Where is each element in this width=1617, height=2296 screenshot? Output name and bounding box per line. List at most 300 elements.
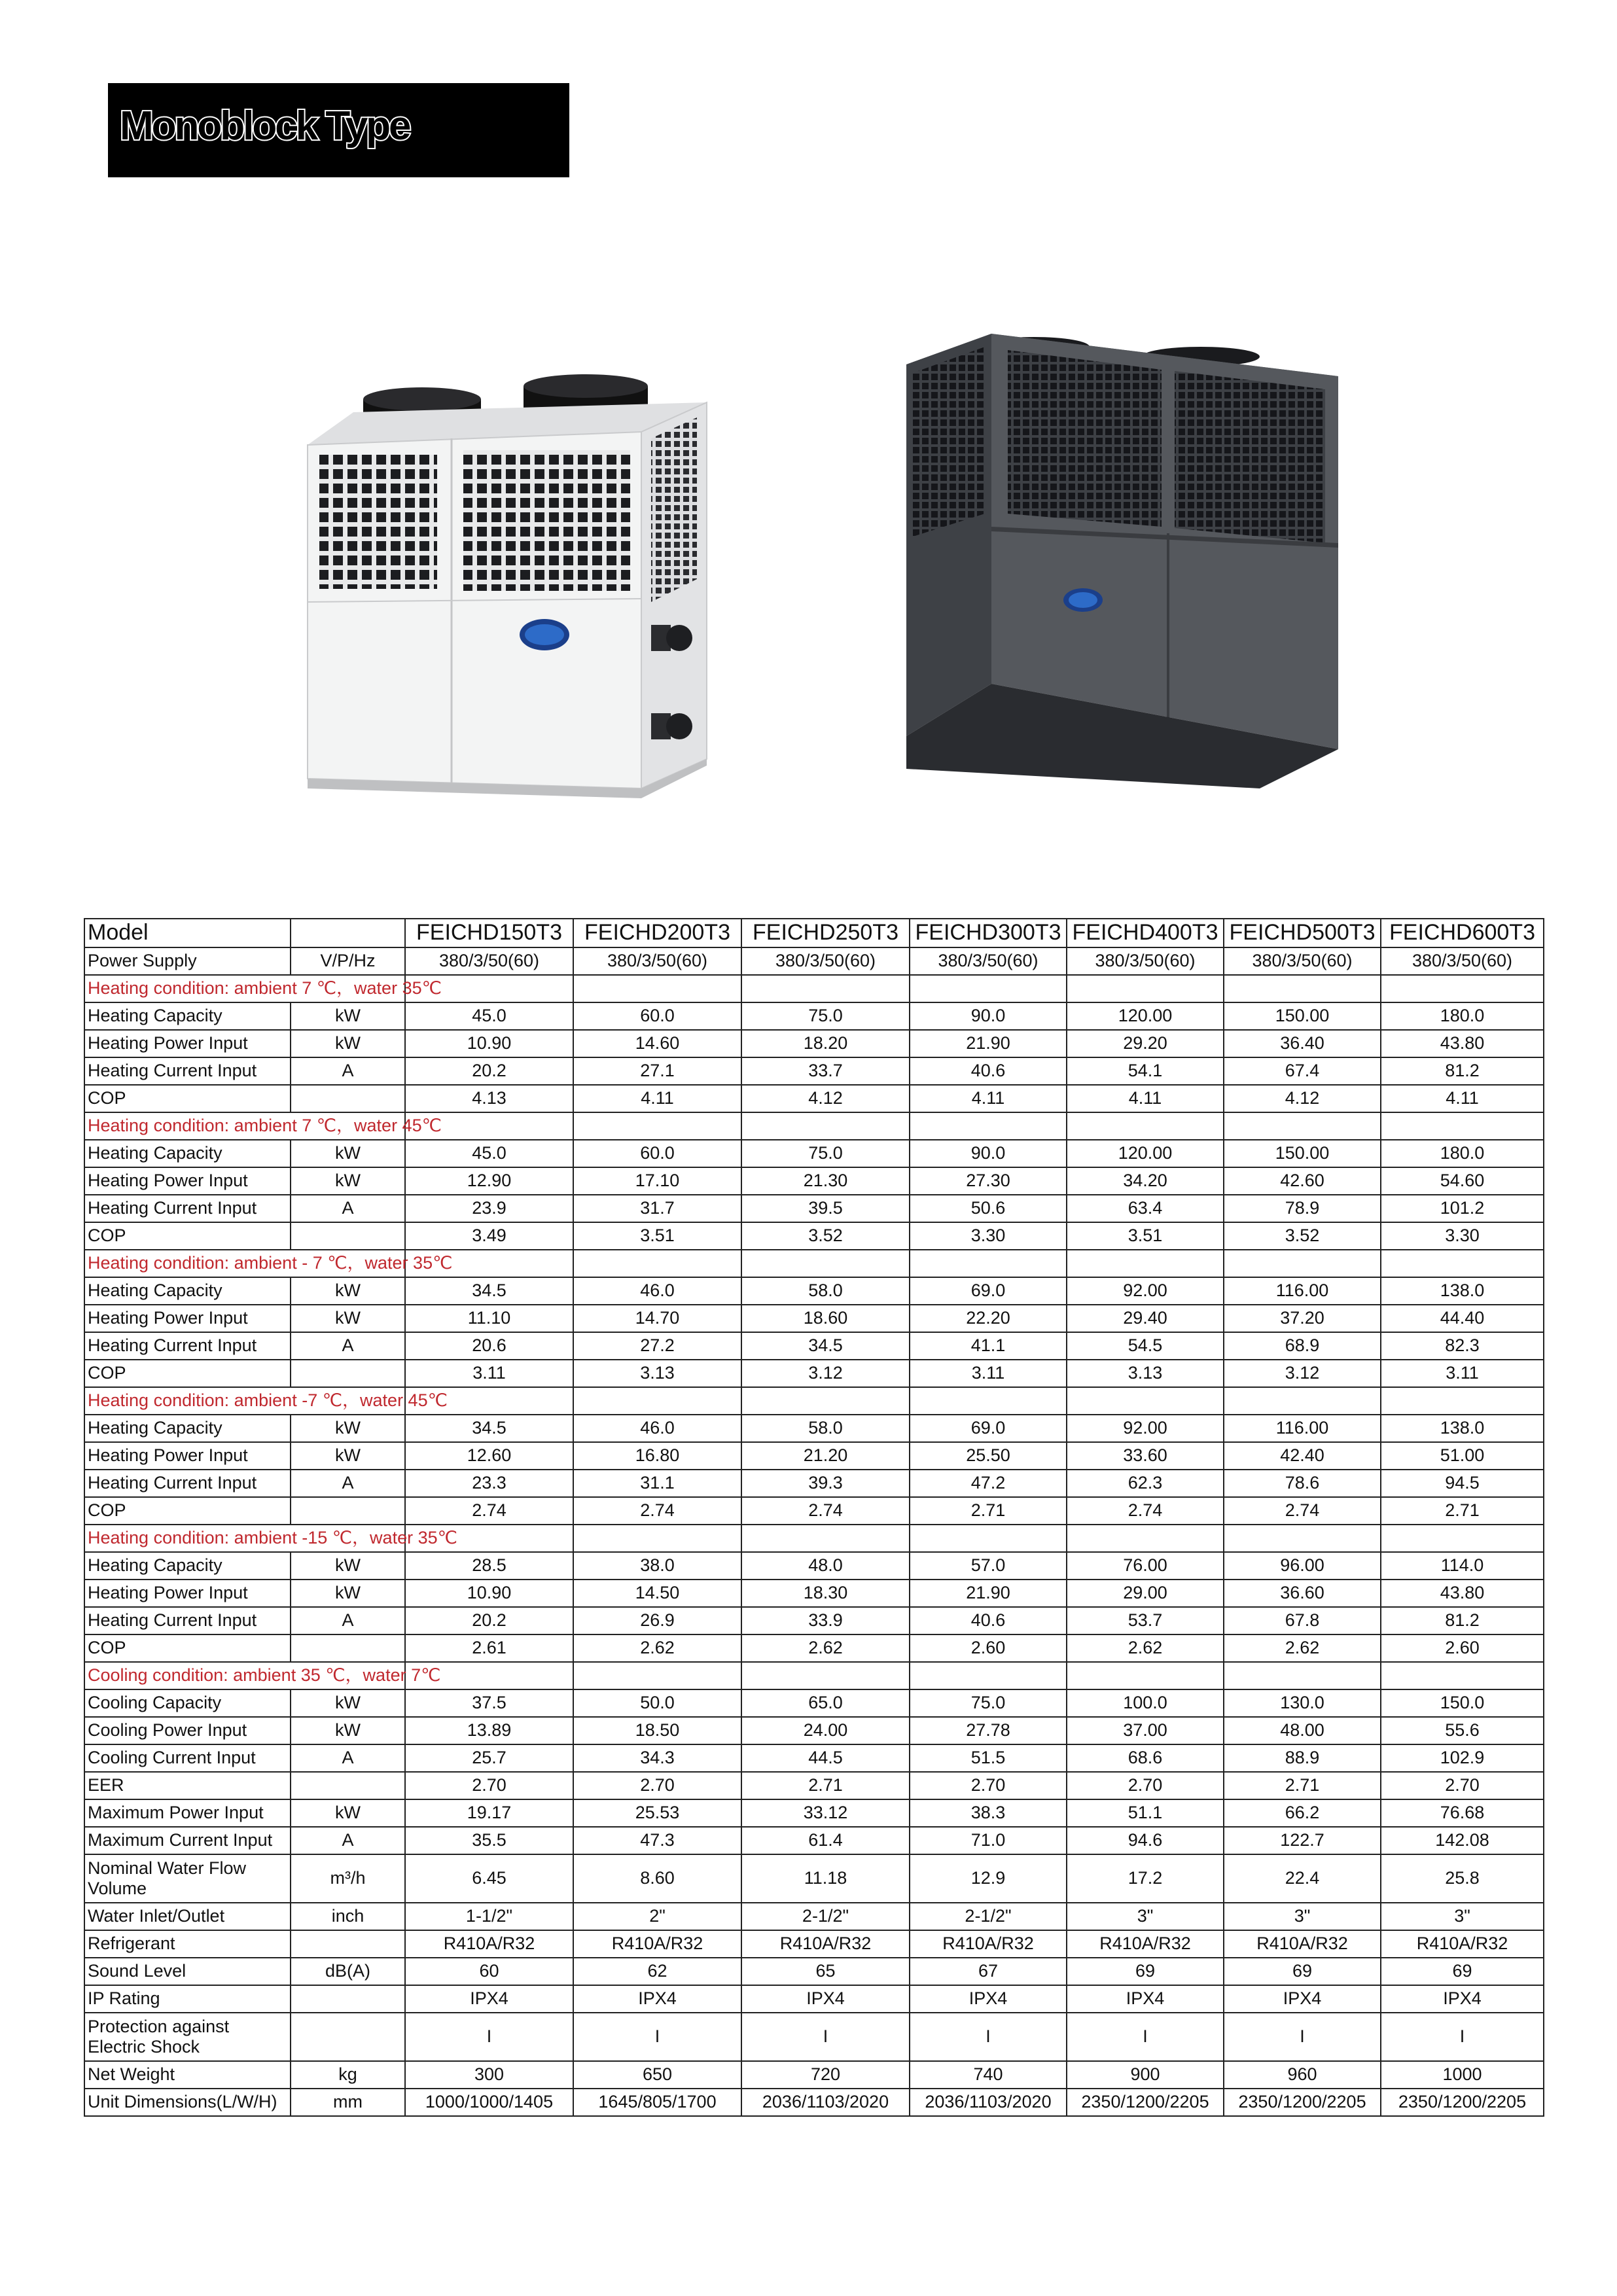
spec-value: 58.0	[741, 1277, 910, 1305]
spec-value: R410A/R32	[741, 1930, 910, 1958]
spec-label: COP	[84, 1222, 291, 1250]
condition-row	[84, 975, 1544, 1002]
spec-value: 3.13	[573, 1360, 741, 1387]
spec-row	[84, 1305, 1544, 1332]
spec-value: 57.0	[910, 1552, 1067, 1580]
spec-value: 44.40	[1381, 1305, 1544, 1332]
empty-cell	[741, 1662, 910, 1689]
spec-row	[84, 1277, 1544, 1305]
spec-value: R410A/R32	[1224, 1930, 1381, 1958]
spec-value: 11.10	[405, 1305, 573, 1332]
spec-label: Refrigerant	[84, 1930, 291, 1958]
spec-label: COP	[84, 1634, 291, 1662]
spec-unit	[291, 1360, 405, 1387]
spec-value: 67.8	[1224, 1607, 1381, 1634]
empty-cell	[1067, 1525, 1224, 1552]
spec-value: 2350/1200/2205	[1381, 2089, 1544, 2116]
spec-value: 3.11	[910, 1360, 1067, 1387]
spec-value: 92.00	[1067, 1415, 1224, 1442]
spec-value: IPX4	[1067, 1985, 1224, 2013]
spec-row	[84, 1497, 1544, 1525]
spec-unit	[291, 1930, 405, 1958]
model-name: FEICHD250T3	[741, 919, 910, 947]
spec-row	[84, 1689, 1544, 1717]
spec-value: 61.4	[741, 1827, 910, 1854]
spec-value: 48.00	[1224, 1717, 1381, 1744]
spec-label: IP Rating	[84, 1985, 291, 2013]
spec-row	[84, 2061, 1544, 2089]
spec-label: Maximum Current Input	[84, 1827, 291, 1854]
spec-value: 180.0	[1381, 1140, 1544, 1167]
spec-row	[84, 1903, 1544, 1930]
spec-value: 2.71	[910, 1497, 1067, 1525]
empty-cell	[741, 1112, 910, 1140]
spec-row	[84, 1552, 1544, 1580]
spec-value: 33.7	[741, 1057, 910, 1085]
spec-value: 27.78	[910, 1717, 1067, 1744]
spec-unit: inch	[291, 1903, 405, 1930]
spec-value: 2.74	[573, 1497, 741, 1525]
condition-row	[84, 1662, 1544, 1689]
spec-value: 380/3/50(60)	[910, 947, 1067, 975]
spec-value: 50.6	[910, 1195, 1067, 1222]
spec-label: Power Supply	[84, 947, 291, 975]
spec-value: 22.4	[1224, 1854, 1381, 1903]
spec-value: 114.0	[1381, 1552, 1544, 1580]
spec-value: 11.18	[741, 1854, 910, 1903]
spec-unit: A	[291, 1332, 405, 1360]
spec-value: 88.9	[1224, 1744, 1381, 1772]
empty-cell	[1381, 1387, 1544, 1415]
spec-value: 43.80	[1381, 1580, 1544, 1607]
spec-value: 120.00	[1067, 1002, 1224, 1030]
spec-value: 3.30	[910, 1222, 1067, 1250]
spec-value: 90.0	[910, 1002, 1067, 1030]
condition-label: Cooling condition: ambient 35 ℃，water 7℃	[84, 1662, 405, 1689]
condition-label: Heating condition: ambient 7 ℃，water 35℃	[84, 975, 405, 1002]
spec-value: 76.00	[1067, 1552, 1224, 1580]
spec-unit: kW	[291, 1799, 405, 1827]
spec-unit	[291, 1085, 405, 1112]
empty-cell	[1067, 1387, 1224, 1415]
spec-label: Net Weight	[84, 2061, 291, 2089]
spec-unit: A	[291, 1470, 405, 1497]
spec-value: 51.1	[1067, 1799, 1224, 1827]
spec-label: EER	[84, 1772, 291, 1799]
empty-cell	[1224, 1112, 1381, 1140]
spec-value: 39.5	[741, 1195, 910, 1222]
spec-value: 63.4	[1067, 1195, 1224, 1222]
spec-row	[84, 1085, 1544, 1112]
spec-value: 37.20	[1224, 1305, 1381, 1332]
spec-value: 10.90	[405, 1580, 573, 1607]
spec-value: 96.00	[1224, 1552, 1381, 1580]
spec-value: 22.20	[910, 1305, 1067, 1332]
spec-value: 4.11	[573, 1085, 741, 1112]
spec-value: 380/3/50(60)	[741, 947, 910, 975]
spec-value: 2036/1103/2020	[910, 2089, 1067, 2116]
empty-cell	[910, 975, 1067, 1002]
spec-unit: kW	[291, 1030, 405, 1057]
spec-value: 138.0	[1381, 1277, 1544, 1305]
spec-value: 2036/1103/2020	[741, 2089, 910, 2116]
spec-value: 36.60	[1224, 1580, 1381, 1607]
spec-value: R410A/R32	[405, 1930, 573, 1958]
spec-value: IPX4	[1381, 1985, 1544, 2013]
spec-value: 60.0	[573, 1140, 741, 1167]
spec-value: 36.40	[1224, 1030, 1381, 1057]
spec-value: 78.9	[1224, 1195, 1381, 1222]
spec-label: Heating Current Input	[84, 1607, 291, 1634]
spec-value: 33.60	[1067, 1442, 1224, 1470]
spec-value: 21.30	[741, 1167, 910, 1195]
spec-value: 3.51	[573, 1222, 741, 1250]
spec-value: 14.70	[573, 1305, 741, 1332]
spec-value: 18.50	[573, 1717, 741, 1744]
spec-row	[84, 1958, 1544, 1985]
spec-value: 75.0	[741, 1002, 910, 1030]
spec-value: 26.9	[573, 1607, 741, 1634]
empty-cell	[573, 1662, 741, 1689]
spec-value: 62	[573, 1958, 741, 1985]
spec-label: Cooling Power Input	[84, 1717, 291, 1744]
spec-value: 92.00	[1067, 1277, 1224, 1305]
spec-unit: kW	[291, 1140, 405, 1167]
spec-value: IPX4	[405, 1985, 573, 2013]
spec-value: 2.71	[741, 1772, 910, 1799]
spec-value: IPX4	[910, 1985, 1067, 2013]
empty-cell	[741, 1387, 910, 1415]
spec-value: 4.12	[741, 1085, 910, 1112]
model-name: FEICHD600T3	[1381, 919, 1544, 947]
spec-value: 116.00	[1224, 1277, 1381, 1305]
spec-unit	[291, 1634, 405, 1662]
spec-unit	[291, 1772, 405, 1799]
spec-value: 45.0	[405, 1140, 573, 1167]
spec-row	[84, 1854, 1544, 1903]
spec-unit: A	[291, 1827, 405, 1854]
empty-cell	[910, 1112, 1067, 1140]
spec-value: 50.0	[573, 1689, 741, 1717]
spec-value: 3.11	[1381, 1360, 1544, 1387]
dark-heat-pump-image	[893, 317, 1351, 788]
spec-value: 102.9	[1381, 1744, 1544, 1772]
page-title: Monoblock Type	[120, 103, 410, 149]
spec-value: 12.9	[910, 1854, 1067, 1903]
condition-row	[84, 1525, 1544, 1552]
spec-unit: A	[291, 1744, 405, 1772]
spec-label: Maximum Power Input	[84, 1799, 291, 1827]
spec-value: 2.62	[1224, 1634, 1381, 1662]
spec-value: 46.0	[573, 1415, 741, 1442]
spec-value: 3.52	[741, 1222, 910, 1250]
spec-value: 90.0	[910, 1140, 1067, 1167]
spec-value: 34.5	[405, 1277, 573, 1305]
spec-value: 25.8	[1381, 1854, 1544, 1903]
spec-value: 38.3	[910, 1799, 1067, 1827]
spec-value: 54.60	[1381, 1167, 1544, 1195]
spec-label: Heating Power Input	[84, 1442, 291, 1470]
spec-value: 150.00	[1224, 1140, 1381, 1167]
spec-unit: kW	[291, 1167, 405, 1195]
spec-value: 18.60	[741, 1305, 910, 1332]
spec-value: 18.30	[741, 1580, 910, 1607]
spec-value: 41.1	[910, 1332, 1067, 1360]
empty-cell	[573, 1112, 741, 1140]
spec-value: 25.50	[910, 1442, 1067, 1470]
spec-value: 720	[741, 2061, 910, 2089]
spec-value: 116.00	[1224, 1415, 1381, 1442]
spec-value: 650	[573, 2061, 741, 2089]
spec-value: I	[910, 2013, 1067, 2061]
spec-value: 14.60	[573, 1030, 741, 1057]
empty-cell	[1381, 975, 1544, 1002]
spec-row	[84, 1057, 1544, 1085]
spec-value: 1645/805/1700	[573, 2089, 741, 2116]
spec-unit: kW	[291, 1580, 405, 1607]
spec-value: 65.0	[741, 1689, 910, 1717]
spec-value: 122.7	[1224, 1827, 1381, 1854]
spec-label: Unit Dimensions(L/W/H)	[84, 2089, 291, 2116]
spec-unit: A	[291, 1607, 405, 1634]
empty-cell	[1067, 1662, 1224, 1689]
spec-value: 43.80	[1381, 1030, 1544, 1057]
model-name: FEICHD300T3	[910, 919, 1067, 947]
empty-cell	[1224, 1387, 1381, 1415]
spec-value: 180.0	[1381, 1002, 1544, 1030]
spec-value: 34.20	[1067, 1167, 1224, 1195]
spec-value: 47.3	[573, 1827, 741, 1854]
spec-value: 3.30	[1381, 1222, 1544, 1250]
spec-value: 3.52	[1224, 1222, 1381, 1250]
spec-value: 69	[1067, 1958, 1224, 1985]
spec-row	[84, 1167, 1544, 1195]
spec-value: 1000/1000/1405	[405, 2089, 573, 2116]
empty-cell	[573, 1387, 741, 1415]
spec-value: 2.71	[1381, 1497, 1544, 1525]
spec-value: 51.5	[910, 1744, 1067, 1772]
spec-value: 24.00	[741, 1717, 910, 1744]
spec-unit	[291, 1985, 405, 2013]
spec-row	[84, 1634, 1544, 1662]
model-unit-cell	[291, 919, 405, 947]
spec-value: 2350/1200/2205	[1224, 2089, 1381, 2116]
empty-cell	[741, 1525, 910, 1552]
spec-label: Heating Capacity	[84, 1415, 291, 1442]
spec-value: 4.12	[1224, 1085, 1381, 1112]
spec-label: Heating Current Input	[84, 1195, 291, 1222]
spec-unit: m³/h	[291, 1854, 405, 1903]
spec-row	[84, 1985, 1544, 2013]
spec-value: 53.7	[1067, 1607, 1224, 1634]
spec-value: 81.2	[1381, 1607, 1544, 1634]
model-name: FEICHD400T3	[1067, 919, 1224, 947]
spec-value: 75.0	[910, 1689, 1067, 1717]
spec-value: 2.70	[910, 1772, 1067, 1799]
spec-value: 380/3/50(60)	[1381, 947, 1544, 975]
model-name: FEICHD200T3	[573, 919, 741, 947]
spec-value: 130.0	[1224, 1689, 1381, 1717]
spec-value: 380/3/50(60)	[573, 947, 741, 975]
spec-value: 3"	[1224, 1903, 1381, 1930]
empty-cell	[1381, 1662, 1544, 1689]
spec-value: 27.2	[573, 1332, 741, 1360]
spec-value: 35.5	[405, 1827, 573, 1854]
spec-value: 2.74	[741, 1497, 910, 1525]
spec-row	[84, 1195, 1544, 1222]
spec-value: 960	[1224, 2061, 1381, 2089]
spec-value: 2.74	[1224, 1497, 1381, 1525]
spec-unit: kW	[291, 1717, 405, 1744]
spec-value: 2.70	[573, 1772, 741, 1799]
spec-value: 2.74	[405, 1497, 573, 1525]
spec-value: 16.80	[573, 1442, 741, 1470]
spec-label: Sound Level	[84, 1958, 291, 1985]
spec-value: 82.3	[1381, 1332, 1544, 1360]
empty-cell	[910, 1662, 1067, 1689]
spec-value: 20.2	[405, 1057, 573, 1085]
spec-value: 29.40	[1067, 1305, 1224, 1332]
spec-row	[84, 1607, 1544, 1634]
spec-value: 27.1	[573, 1057, 741, 1085]
empty-cell	[741, 975, 910, 1002]
spec-row	[84, 1442, 1544, 1470]
spec-value: 138.0	[1381, 1415, 1544, 1442]
spec-label: Heating Capacity	[84, 1002, 291, 1030]
spec-label: Water Inlet/Outlet	[84, 1903, 291, 1930]
condition-row	[84, 1387, 1544, 1415]
spec-value: 47.2	[910, 1470, 1067, 1497]
spec-table	[84, 918, 1544, 2117]
spec-row	[84, 1415, 1544, 1442]
spec-value: I	[1381, 2013, 1544, 2061]
empty-cell	[1067, 975, 1224, 1002]
spec-value: IPX4	[1224, 1985, 1381, 2013]
spec-value: 101.2	[1381, 1195, 1544, 1222]
empty-cell	[573, 1250, 741, 1277]
spec-value: 42.40	[1224, 1442, 1381, 1470]
empty-cell	[910, 1525, 1067, 1552]
spec-value: 34.5	[405, 1415, 573, 1442]
condition-label: Heating condition: ambient -15 ℃，water 35℃	[84, 1525, 405, 1552]
spec-value: 3"	[1067, 1903, 1224, 1930]
spec-unit: A	[291, 1057, 405, 1085]
spec-value: 33.12	[741, 1799, 910, 1827]
spec-value: 100.0	[1067, 1689, 1224, 1717]
spec-unit: kW	[291, 1442, 405, 1470]
spec-value: 78.6	[1224, 1470, 1381, 1497]
spec-value: 120.00	[1067, 1140, 1224, 1167]
spec-row	[84, 947, 1544, 975]
spec-unit: kW	[291, 1277, 405, 1305]
spec-label: COP	[84, 1085, 291, 1112]
spec-value: 2.70	[1381, 1772, 1544, 1799]
spec-value: 21.20	[741, 1442, 910, 1470]
spec-value: 39.3	[741, 1470, 910, 1497]
empty-cell	[1067, 1112, 1224, 1140]
spec-row	[84, 1717, 1544, 1744]
spec-value: 740	[910, 2061, 1067, 2089]
spec-unit: mm	[291, 2089, 405, 2116]
spec-value: 20.6	[405, 1332, 573, 1360]
spec-label: COP	[84, 1497, 291, 1525]
spec-value: 4.13	[405, 1085, 573, 1112]
spec-unit	[291, 1497, 405, 1525]
spec-value: 34.5	[741, 1332, 910, 1360]
condition-row	[84, 1112, 1544, 1140]
spec-unit: A	[291, 1195, 405, 1222]
spec-value: 51.00	[1381, 1442, 1544, 1470]
spec-value: I	[741, 2013, 910, 2061]
spec-value: 2.62	[1067, 1634, 1224, 1662]
condition-label: Heating condition: ambient - 7 ℃，water 35℃	[84, 1250, 405, 1277]
spec-value: 2"	[573, 1903, 741, 1930]
spec-value: I	[405, 2013, 573, 2061]
spec-value: I	[1224, 2013, 1381, 2061]
spec-label: Protection against Electric Shock	[84, 2013, 291, 2061]
empty-cell	[1224, 1525, 1381, 1552]
spec-value: 67	[910, 1958, 1067, 1985]
spec-unit: kW	[291, 1415, 405, 1442]
spec-label: Heating Capacity	[84, 1277, 291, 1305]
spec-value: 2.62	[573, 1634, 741, 1662]
spec-label: Heating Capacity	[84, 1140, 291, 1167]
spec-value: R410A/R32	[1067, 1930, 1224, 1958]
spec-value: 69.0	[910, 1277, 1067, 1305]
spec-value: 13.89	[405, 1717, 573, 1744]
spec-row	[84, 1140, 1544, 1167]
spec-value: 65	[741, 1958, 910, 1985]
spec-value: 25.53	[573, 1799, 741, 1827]
spec-value: 380/3/50(60)	[1067, 947, 1224, 975]
spec-value: IPX4	[573, 1985, 741, 2013]
spec-value: 3"	[1381, 1903, 1544, 1930]
spec-unit: kW	[291, 1305, 405, 1332]
spec-value: R410A/R32	[573, 1930, 741, 1958]
spec-value: 3.13	[1067, 1360, 1224, 1387]
empty-cell	[573, 1525, 741, 1552]
spec-unit: kW	[291, 1002, 405, 1030]
spec-value: 21.90	[910, 1030, 1067, 1057]
spec-value: 62.3	[1067, 1470, 1224, 1497]
spec-value: 2.62	[741, 1634, 910, 1662]
empty-cell	[910, 1250, 1067, 1277]
spec-row	[84, 1030, 1544, 1057]
model-name: FEICHD500T3	[1224, 919, 1381, 947]
spec-value: 19.17	[405, 1799, 573, 1827]
spec-value: 40.6	[910, 1607, 1067, 1634]
spec-value: 150.0	[1381, 1689, 1544, 1717]
empty-cell	[1224, 1662, 1381, 1689]
spec-value: 1000	[1381, 2061, 1544, 2089]
spec-value: 94.6	[1067, 1827, 1224, 1854]
spec-row	[84, 1930, 1544, 1958]
spec-value: 3.49	[405, 1222, 573, 1250]
spec-value: 33.9	[741, 1607, 910, 1634]
spec-value: 23.9	[405, 1195, 573, 1222]
spec-value: 29.20	[1067, 1030, 1224, 1057]
spec-value: 2350/1200/2205	[1067, 2089, 1224, 2116]
empty-cell	[1067, 1250, 1224, 1277]
spec-value: 12.90	[405, 1167, 573, 1195]
spec-value: 2.61	[405, 1634, 573, 1662]
spec-value: 48.0	[741, 1552, 910, 1580]
spec-value: 23.3	[405, 1470, 573, 1497]
spec-label: Heating Power Input	[84, 1030, 291, 1057]
spec-value: 75.0	[741, 1140, 910, 1167]
model-row	[84, 919, 1544, 947]
empty-cell	[1381, 1112, 1544, 1140]
